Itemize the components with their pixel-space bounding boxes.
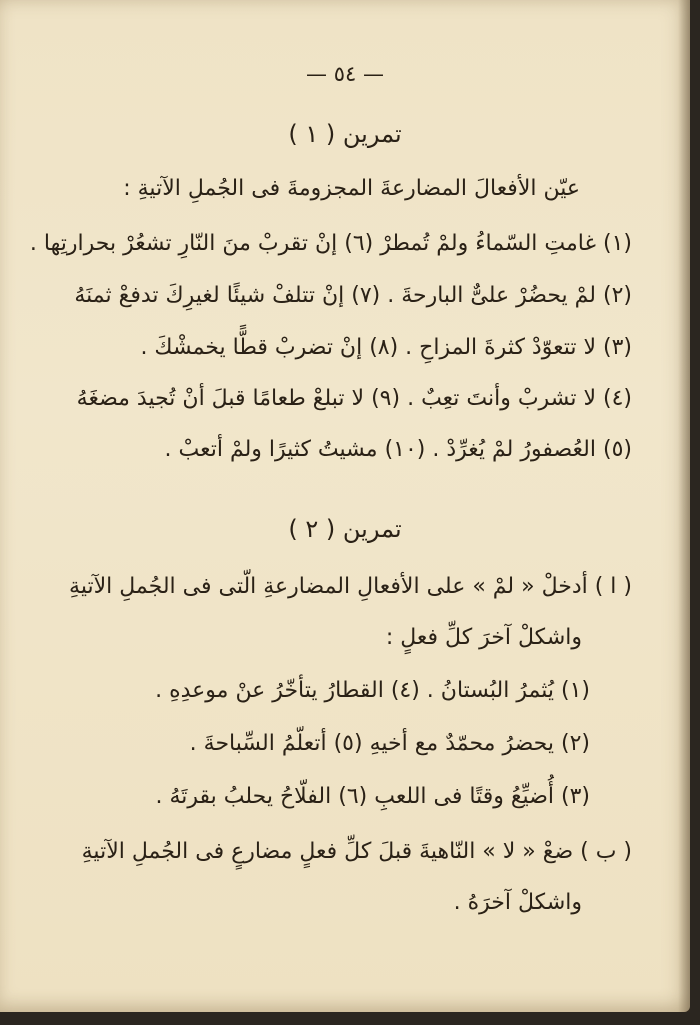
exercise-2-line-3: (٣) أُضيِّعُ وقتًا فى اللعبِ (٦) الفلّاحُ يحلبُ بقرتَهُ .	[155, 784, 590, 809]
exercise-1-line-2: (٢) لمْ يحضُرْ علىٌّ البارحةَ . (٧) إنْ تتلفْ شيئًا لغيرِكَ تدفعْ ثمنَهُ	[74, 283, 632, 308]
page-edge-shadow	[678, 0, 690, 1012]
exercise-1-line-4: (٤) لا تشربْ وأنتَ تعِبٌ . (٩) لا تبلعْ طعامًا قبلَ أنْ تُجيدَ مضغَهُ	[76, 386, 632, 411]
exercise-2-part-a-line-1: ( ا ) أدخلْ « لمْ » على الأفعالِ المضارعةِ الّتى فى الجُملِ الآتيةِ	[69, 574, 632, 599]
exercise-2-part-a-line-2: واشكلْ آخرَ كلِّ فعلٍ :	[385, 625, 582, 650]
exercise-1-title: تمرين ( ١ )	[288, 120, 402, 148]
exercise-1-line-1: (١) غامتِ السّماءُ ولمْ تُمطرْ (٦) إنْ تقربْ منَ النّارِ تشعُرْ بحرارتِها .	[29, 231, 632, 256]
exercise-1-line-5: (٥) العُصفورُ لمْ يُغرِّدْ . (١٠) مشيتُ كثيرًا ولمْ أتعبْ .	[164, 437, 632, 462]
exercise-2-line-2: (٢) يحضرُ محمّدٌ مع أخيهِ (٥) أتعلّمُ السِّباحةَ .	[189, 731, 590, 756]
exercise-2-part-b-line-2: واشكلْ آخرَهُ .	[453, 890, 582, 915]
exercise-1-instruction: عيّن الأفعالَ المضارعةَ المجزومةَ فى الجُملِ الآتيةِ :	[123, 176, 580, 201]
exercise-2-part-b-line-1: ( ب ) ضعْ « لا » النّاهيةَ قبلَ كلِّ فعلٍ مضارعٍ فى الجُملِ الآتيةِ	[81, 839, 632, 864]
exercise-1-line-3: (٣) لا تتعوّدْ كثرةَ المزاحِ . (٨) إنْ تضربْ قطًّا يخمشْكَ .	[140, 335, 632, 360]
exercise-2-title: تمرين ( ٢ )	[288, 515, 402, 543]
page-number: — ٥٤ —	[306, 62, 384, 86]
exercise-2-line-1: (١) يُثمرُ البُستانُ . (٤) القطارُ يتأخّرُ عنْ موعدِهِ .	[155, 678, 590, 703]
